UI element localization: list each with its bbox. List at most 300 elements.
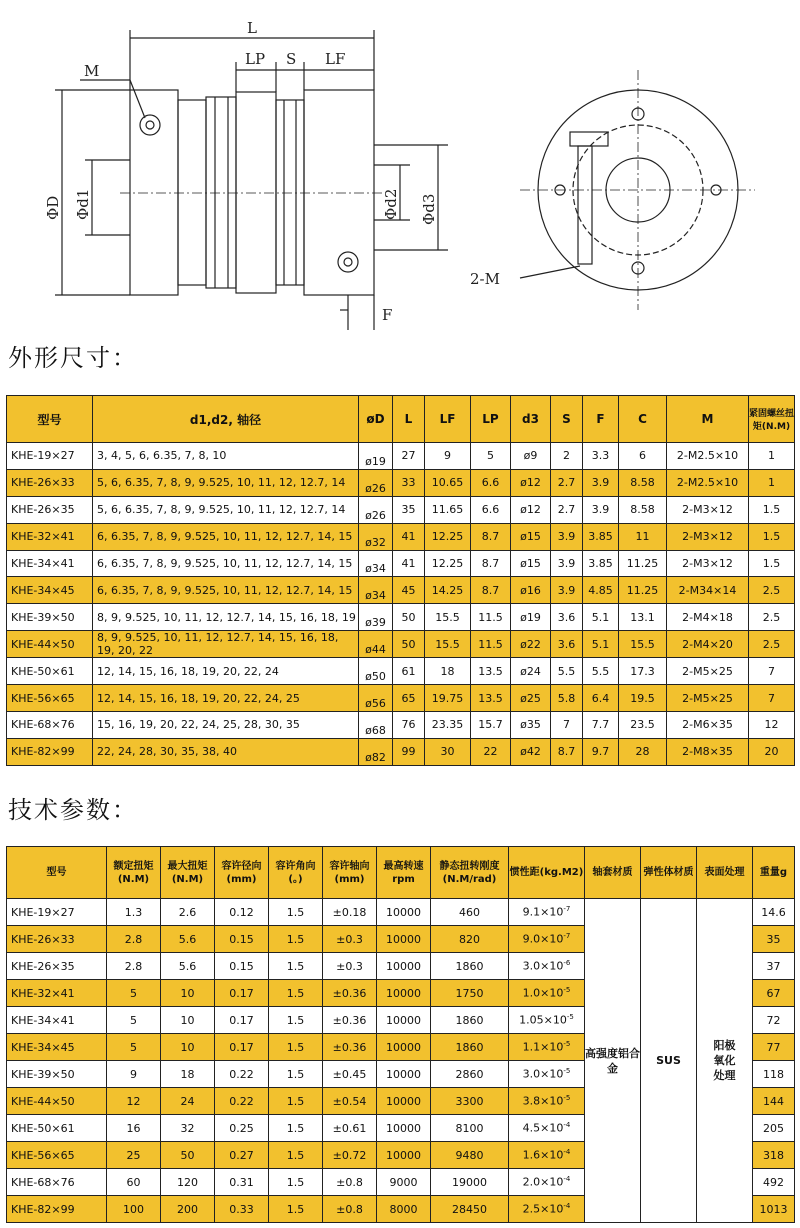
table-cell: 1.5 [269, 899, 323, 926]
dim-header-cell: 紧固螺丝扭矩(N.M) [749, 396, 795, 443]
table-cell: ø56 [359, 685, 393, 712]
table-cell: 27 [393, 443, 425, 470]
table-cell: 25 [107, 1142, 161, 1169]
tech-params-table [6, 846, 795, 1223]
table-cell: 3.6 [551, 631, 583, 658]
table-cell: 2860 [431, 1061, 509, 1088]
table-cell: 2.7 [551, 496, 583, 523]
table-cell: KHE-50×61 [7, 658, 93, 685]
table-row [7, 631, 795, 658]
table-cell: 99 [393, 738, 425, 765]
table-cell: 2-M2.5×10 [667, 443, 749, 470]
table-cell: 28450 [431, 1196, 509, 1223]
table-row [7, 712, 795, 739]
table-cell: 10000 [377, 1115, 431, 1142]
table-cell: ø22 [511, 631, 551, 658]
table-cell: 15.7 [471, 712, 511, 739]
table-cell: 2-M6×35 [667, 712, 749, 739]
table-cell: 820 [431, 926, 509, 953]
dim-header-cell: C [619, 396, 667, 443]
weight-cell: 35 [753, 926, 795, 953]
table-cell: 19.75 [425, 685, 471, 712]
inertia-cell: $3.0\times 10^{-6}$ [509, 953, 585, 980]
table-cell: 12, 14, 15, 16, 18, 19, 20, 22, 24 [93, 658, 359, 685]
dim-header-cell: F [583, 396, 619, 443]
table-cell: 2 [551, 443, 583, 470]
dim-header-cell: LF [425, 396, 471, 443]
table-cell: KHE-44×50 [7, 1088, 107, 1115]
table-row [7, 658, 795, 685]
table-cell: 6.4 [583, 685, 619, 712]
table-cell: KHE-26×33 [7, 469, 93, 496]
table-cell: ±0.45 [323, 1061, 377, 1088]
table-cell: 22, 24, 28, 30, 35, 38, 40 [93, 738, 359, 765]
table-cell: 41 [393, 523, 425, 550]
table-cell: 1.5 [749, 550, 795, 577]
table-cell: KHE-56×65 [7, 685, 93, 712]
tech-header-cell: 最高转速rpm [377, 847, 431, 899]
table-cell: 5.5 [583, 658, 619, 685]
table-cell: KHE-39×50 [7, 1061, 107, 1088]
table-cell: ø16 [511, 577, 551, 604]
table-cell: ±0.72 [323, 1142, 377, 1169]
table-cell: 76 [393, 712, 425, 739]
table-cell: ø25 [511, 685, 551, 712]
dimensions-title: 外形尺寸： [8, 344, 138, 372]
weight-cell: 144 [753, 1088, 795, 1115]
table-cell: 15.5 [619, 631, 667, 658]
table-cell: 9000 [377, 1169, 431, 1196]
table-cell: 0.31 [215, 1169, 269, 1196]
table-cell: KHE-19×27 [7, 899, 107, 926]
table-cell: 3.6 [551, 604, 583, 631]
table-cell: 8, 9, 9.525, 10, 11, 12, 12.7, 14, 15, 16, 18, 19, 20, 22 [93, 631, 359, 658]
table-cell: 28 [619, 738, 667, 765]
label-LP: LP [245, 50, 266, 68]
table-cell: ø34 [359, 550, 393, 577]
table-cell: 8.7 [471, 550, 511, 577]
table-cell: 6, 6.35, 7, 8, 9, 9.525, 10, 11, 12, 12.7, 14, 15 [93, 577, 359, 604]
table-cell: ±0.8 [323, 1196, 377, 1223]
table-cell: 2-M3×12 [667, 523, 749, 550]
table-cell: ±0.36 [323, 1034, 377, 1061]
table-cell: 33 [393, 469, 425, 496]
table-cell: ø39 [359, 604, 393, 631]
table-cell: KHE-68×76 [7, 1169, 107, 1196]
table-cell: 0.33 [215, 1196, 269, 1223]
table-cell: 10000 [377, 926, 431, 953]
shared-elastic-cell: SUS [641, 899, 697, 1223]
table-cell: 8.7 [471, 577, 511, 604]
table-cell: ø32 [359, 523, 393, 550]
table-cell: 8.58 [619, 469, 667, 496]
table-row [7, 523, 795, 550]
table-cell: 10000 [377, 1061, 431, 1088]
table-cell: 10 [161, 1007, 215, 1034]
table-cell: 16 [107, 1115, 161, 1142]
table-cell: KHE-34×41 [7, 550, 93, 577]
table-cell: KHE-34×41 [7, 1007, 107, 1034]
table-cell: 10000 [377, 1034, 431, 1061]
table-cell: 6.6 [471, 496, 511, 523]
inertia-cell: $3.8\times 10^{-5}$ [509, 1088, 585, 1115]
label-M: M [84, 62, 100, 80]
table-cell: 5.6 [161, 953, 215, 980]
table-cell: 0.17 [215, 1007, 269, 1034]
disc-lp [236, 92, 276, 293]
tech-header-cell: 弹性体材质 [641, 847, 697, 899]
tech-header-cell: 重量g [753, 847, 795, 899]
table-cell: 6.6 [471, 469, 511, 496]
table-cell: 1.5 [269, 1142, 323, 1169]
label-L: L [247, 19, 257, 37]
table-cell: 1860 [431, 953, 509, 980]
coupling-drawing [0, 0, 800, 335]
dim-header-cell: S [551, 396, 583, 443]
label-d3: Φd3 [420, 193, 438, 225]
table-cell: 8.7 [551, 738, 583, 765]
table-cell: 1.5 [269, 1034, 323, 1061]
table-cell: KHE-44×50 [7, 631, 93, 658]
table-row [7, 469, 795, 496]
table-cell: 5.8 [551, 685, 583, 712]
table-cell: 6 [619, 443, 667, 470]
table-cell: 0.15 [215, 926, 269, 953]
table-cell: 5 [471, 443, 511, 470]
table-cell: 0.17 [215, 980, 269, 1007]
table-cell: 19.5 [619, 685, 667, 712]
table-cell: 3, 4, 5, 6, 6.35, 7, 8, 10 [93, 443, 359, 470]
table-cell: 10000 [377, 1007, 431, 1034]
table-cell: 10000 [377, 1088, 431, 1115]
table-cell: 10 [161, 1034, 215, 1061]
table-cell: ±0.54 [323, 1088, 377, 1115]
table-cell: ø12 [511, 469, 551, 496]
weight-cell: 205 [753, 1115, 795, 1142]
table-cell: 13.5 [471, 685, 511, 712]
tech-header-cell: 轴套材质 [585, 847, 641, 899]
table-cell: 19000 [431, 1169, 509, 1196]
table-cell: 1.5 [269, 1169, 323, 1196]
table-cell: ±0.36 [323, 980, 377, 1007]
label-d2: Φd2 [382, 188, 400, 220]
dim-header-cell: LP [471, 396, 511, 443]
table-cell: 1.5 [269, 1196, 323, 1223]
table-cell: 11.25 [619, 577, 667, 604]
table-cell: 10 [161, 980, 215, 1007]
table-cell: 11.5 [471, 631, 511, 658]
table-cell: 50 [393, 604, 425, 631]
table-cell: 8.7 [471, 523, 511, 550]
tech-header-cell: 额定扭矩(N.M) [107, 847, 161, 899]
table-cell: 12.25 [425, 550, 471, 577]
table-cell: 10.65 [425, 469, 471, 496]
table-cell: 8100 [431, 1115, 509, 1142]
dim-header-cell: M [667, 396, 749, 443]
dim-header-cell: d3 [511, 396, 551, 443]
table-cell: 2-M2.5×10 [667, 469, 749, 496]
table-cell: KHE-32×41 [7, 523, 93, 550]
tech-header-cell: 最大扭矩(N.M) [161, 847, 215, 899]
table-cell: 45 [393, 577, 425, 604]
table-cell: 12.25 [425, 523, 471, 550]
table-cell: ±0.8 [323, 1169, 377, 1196]
table-cell: 1.5 [269, 1007, 323, 1034]
table-cell: 15, 16, 19, 20, 22, 24, 25, 28, 30, 35 [93, 712, 359, 739]
table-cell: ±0.3 [323, 953, 377, 980]
table-cell: 1.5 [269, 926, 323, 953]
table-cell: 13.5 [471, 658, 511, 685]
table-cell: 8, 9, 9.525, 10, 11, 12, 12.7, 14, 15, 16, 18, 19 [93, 604, 359, 631]
table-cell: 5, 6, 6.35, 7, 8, 9, 9.525, 10, 11, 12, 12.7, 14 [93, 469, 359, 496]
table-cell: 2-M34×14 [667, 577, 749, 604]
tech-header-cell: 容许径向(mm) [215, 847, 269, 899]
table-cell: 1.5 [269, 980, 323, 1007]
tech-header-cell: 容许角向(。) [269, 847, 323, 899]
table-cell: ø15 [511, 523, 551, 550]
table-row [7, 550, 795, 577]
table-cell: KHE-32×41 [7, 980, 107, 1007]
table-cell: 11 [619, 523, 667, 550]
table-cell: 2.6 [161, 899, 215, 926]
table-cell: 8.58 [619, 496, 667, 523]
table-cell: 30 [425, 738, 471, 765]
table-cell: ø82 [359, 738, 393, 765]
table-cell: 20 [749, 738, 795, 765]
table-cell: 1860 [431, 1034, 509, 1061]
table-cell: 2.7 [551, 469, 583, 496]
table-cell: 3.9 [583, 496, 619, 523]
table-cell: 100 [107, 1196, 161, 1223]
table-cell: 9 [425, 443, 471, 470]
label-d1: Φd1 [74, 188, 92, 220]
table-cell: 5 [107, 980, 161, 1007]
dimension-table [6, 395, 795, 766]
table-cell: 1.5 [269, 1115, 323, 1142]
table-cell: 0.27 [215, 1142, 269, 1169]
table-cell: KHE-26×35 [7, 953, 107, 980]
table-cell: 65 [393, 685, 425, 712]
hub-right [304, 90, 374, 295]
table-cell: 9 [107, 1061, 161, 1088]
table-cell: 2.5 [749, 604, 795, 631]
table-row [7, 604, 795, 631]
inertia-cell: $9.1\times 10^{-7}$ [509, 899, 585, 926]
shared-sleeve-cell: 高强度铝合金 [585, 899, 641, 1223]
table-cell: 12, 14, 15, 16, 18, 19, 20, 22, 24, 25 [93, 685, 359, 712]
table-cell: 13.1 [619, 604, 667, 631]
tech-params-title: 技术参数： [8, 796, 138, 824]
table-cell: 24 [161, 1088, 215, 1115]
inertia-cell: $1.0\times 10^{-5}$ [509, 980, 585, 1007]
shared-surface-cell: 阳极氧化处理 [697, 899, 753, 1223]
table-cell: 50 [393, 631, 425, 658]
table-cell: 5.5 [551, 658, 583, 685]
dim-header-cell: L [393, 396, 425, 443]
table-cell: ø9 [511, 443, 551, 470]
tech-table-header [7, 847, 795, 899]
tech-header-cell: 静态扭转刚度(N.M/rad) [431, 847, 509, 899]
table-cell: 2-M8×35 [667, 738, 749, 765]
table-cell: 2.8 [107, 926, 161, 953]
table-cell: 41 [393, 550, 425, 577]
table-cell: ø19 [359, 443, 393, 470]
table-cell: 11.65 [425, 496, 471, 523]
table-cell: 6, 6.35, 7, 8, 9, 9.525, 10, 11, 12, 12.7, 14, 15 [93, 550, 359, 577]
table-cell: ø50 [359, 658, 393, 685]
table-cell: 10000 [377, 980, 431, 1007]
table-cell: 2-M5×25 [667, 685, 749, 712]
table-cell: KHE-82×99 [7, 738, 93, 765]
table-cell: 11.25 [619, 550, 667, 577]
table-cell: 2.5 [749, 577, 795, 604]
inertia-cell: $1.05\times 10^{-5}$ [509, 1007, 585, 1034]
inertia-cell: $1.1\times 10^{-5}$ [509, 1034, 585, 1061]
table-cell: 5 [107, 1034, 161, 1061]
table-cell: 2.5 [749, 631, 795, 658]
table-cell: 3.85 [583, 523, 619, 550]
inertia-cell: $9.0\times 10^{-7}$ [509, 926, 585, 953]
hub-left-step [178, 100, 206, 285]
table-cell: ø44 [359, 631, 393, 658]
label-2M: 2-M [470, 270, 500, 288]
table-cell: 15.5 [425, 631, 471, 658]
weight-cell: 77 [753, 1034, 795, 1061]
table-cell: KHE-56×65 [7, 1142, 107, 1169]
table-cell: 3.9 [551, 550, 583, 577]
table-cell: 2-M4×18 [667, 604, 749, 631]
weight-cell: 492 [753, 1169, 795, 1196]
inertia-cell: $4.5\times 10^{-4}$ [509, 1115, 585, 1142]
dim-header-cell: øD [359, 396, 393, 443]
table-cell: 2.8 [107, 953, 161, 980]
table-cell: 2-M3×12 [667, 496, 749, 523]
table-cell: ø24 [511, 658, 551, 685]
table-cell: 18 [425, 658, 471, 685]
table-cell: 0.22 [215, 1061, 269, 1088]
dimension-table-header [7, 396, 795, 443]
table-cell: 5.6 [161, 926, 215, 953]
table-cell: 5.1 [583, 604, 619, 631]
table-cell: 10000 [377, 899, 431, 926]
table-cell: KHE-39×50 [7, 604, 93, 631]
weight-cell: 72 [753, 1007, 795, 1034]
table-cell: 1.3 [107, 899, 161, 926]
weight-cell: 37 [753, 953, 795, 980]
inertia-cell: $1.6\times 10^{-4}$ [509, 1142, 585, 1169]
table-cell: 1860 [431, 1007, 509, 1034]
table-cell: 0.17 [215, 1034, 269, 1061]
table-cell: ø15 [511, 550, 551, 577]
table-cell: 22 [471, 738, 511, 765]
table-cell: ø42 [511, 738, 551, 765]
inertia-cell: $2.5\times 10^{-4}$ [509, 1196, 585, 1223]
table-cell: 6, 6.35, 7, 8, 9, 9.525, 10, 11, 12, 12.7, 14, 15 [93, 523, 359, 550]
table-cell: 200 [161, 1196, 215, 1223]
table-cell: 18 [161, 1061, 215, 1088]
table-cell: 2-M4×20 [667, 631, 749, 658]
table-row [7, 899, 795, 926]
table-cell: ±0.3 [323, 926, 377, 953]
table-cell: ø68 [359, 712, 393, 739]
table-cell: 15.5 [425, 604, 471, 631]
table-cell: 23.5 [619, 712, 667, 739]
table-cell: 12 [107, 1088, 161, 1115]
label-D: ΦD [44, 195, 62, 220]
weight-cell: 318 [753, 1142, 795, 1169]
table-cell: ø26 [359, 496, 393, 523]
table-cell: ±0.18 [323, 899, 377, 926]
table-cell: 460 [431, 899, 509, 926]
table-row [7, 443, 795, 470]
table-cell: 4.85 [583, 577, 619, 604]
table-cell: 2-M3×12 [667, 550, 749, 577]
table-cell: 2-M5×25 [667, 658, 749, 685]
inertia-cell: $2.0\times 10^{-4}$ [509, 1169, 585, 1196]
dim-header-cell: d1,d2, 轴径 [93, 396, 359, 443]
inertia-cell: $3.0\times 10^{-5}$ [509, 1061, 585, 1088]
table-cell: 1.5 [269, 953, 323, 980]
dim-header-cell: 型号 [7, 396, 93, 443]
label-F: F [382, 306, 393, 324]
table-cell: 3.85 [583, 550, 619, 577]
table-row [7, 738, 795, 765]
table-cell: 120 [161, 1169, 215, 1196]
table-cell: 35 [393, 496, 425, 523]
table-cell: 5, 6, 6.35, 7, 8, 9, 9.525, 10, 11, 12, 12.7, 14 [93, 496, 359, 523]
table-cell: 3.9 [583, 469, 619, 496]
table-cell: 1.5 [749, 496, 795, 523]
table-cell: KHE-34×45 [7, 1034, 107, 1061]
table-cell: 3.9 [551, 523, 583, 550]
weight-cell: 1013 [753, 1196, 795, 1223]
tech-header-cell: 表面处理 [697, 847, 753, 899]
tech-header-cell: 容许轴向(mm) [323, 847, 377, 899]
table-cell: 60 [107, 1169, 161, 1196]
table-cell: 7 [551, 712, 583, 739]
table-cell: 3.9 [551, 577, 583, 604]
table-cell: 0.15 [215, 953, 269, 980]
tech-header-cell: 型号 [7, 847, 107, 899]
table-cell: 9480 [431, 1142, 509, 1169]
table-cell: 12 [749, 712, 795, 739]
table-cell: 10000 [377, 953, 431, 980]
table-row [7, 577, 795, 604]
table-cell: 32 [161, 1115, 215, 1142]
table-cell: KHE-50×61 [7, 1115, 107, 1142]
table-cell: 1.5 [269, 1061, 323, 1088]
table-cell: 1.5 [749, 523, 795, 550]
table-cell: ±0.61 [323, 1115, 377, 1142]
table-cell: ø34 [359, 577, 393, 604]
table-cell: KHE-34×45 [7, 577, 93, 604]
table-cell: 7 [749, 685, 795, 712]
table-cell: 14.25 [425, 577, 471, 604]
label-LF: LF [325, 50, 346, 68]
table-cell: ø26 [359, 469, 393, 496]
table-row [7, 496, 795, 523]
table-cell: KHE-26×35 [7, 496, 93, 523]
table-cell: 5 [107, 1007, 161, 1034]
table-cell: 17.3 [619, 658, 667, 685]
table-cell: 3.3 [583, 443, 619, 470]
tech-header-cell: 惯性距(kg.M2) [509, 847, 585, 899]
table-cell: ø35 [511, 712, 551, 739]
table-cell: KHE-19×27 [7, 443, 93, 470]
table-cell: ø19 [511, 604, 551, 631]
table-cell: 61 [393, 658, 425, 685]
table-cell: 9.7 [583, 738, 619, 765]
